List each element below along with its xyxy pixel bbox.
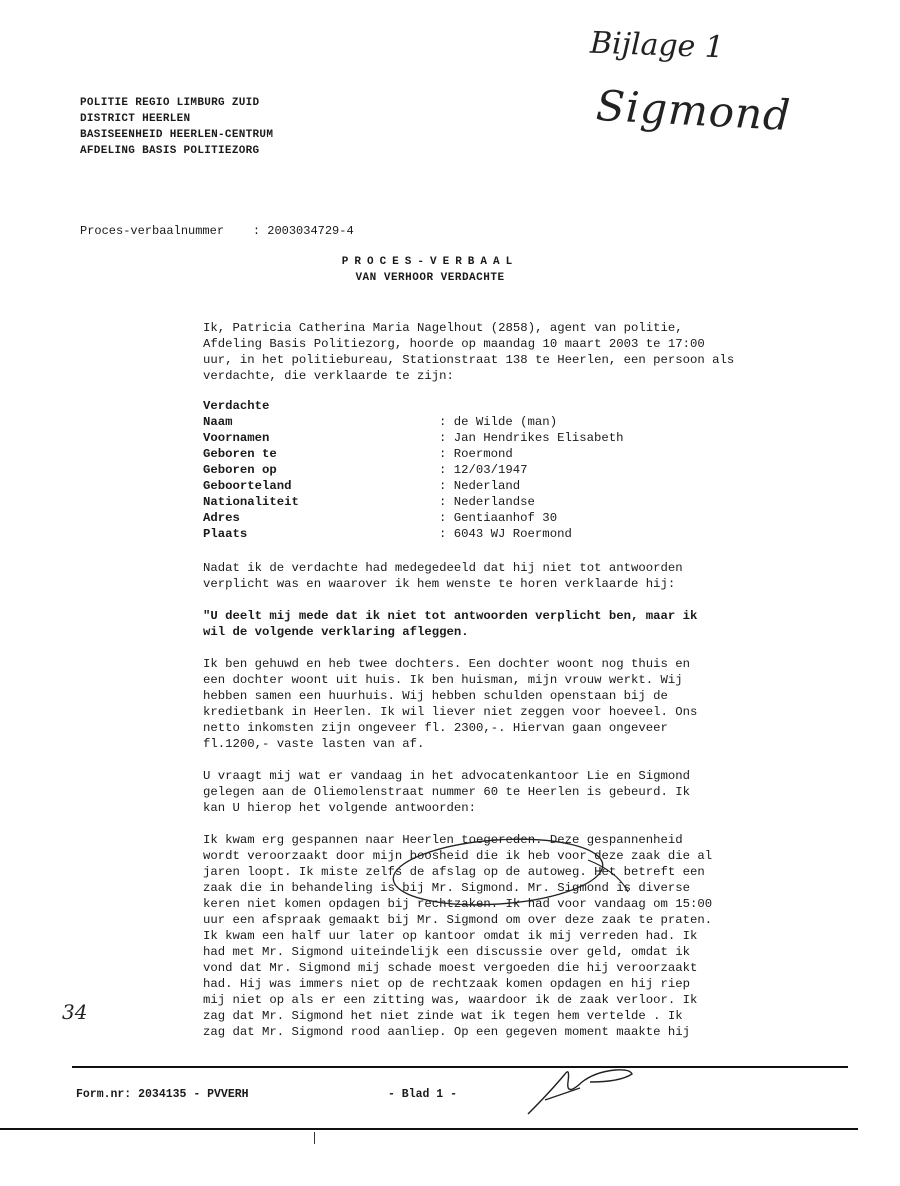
- field-label: Nationaliteit: [203, 495, 299, 509]
- suspect-heading: Verdachte: [203, 399, 270, 413]
- text-line: Nadat ik de verdachte had medegedeeld dat hij niet tot antwoorden: [203, 561, 683, 575]
- case-number-value: 2003034729-4: [267, 224, 354, 238]
- case-number-line: [80, 224, 354, 238]
- handwritten-annex-label: Bijlage 1: [589, 25, 725, 66]
- suspect-field: [203, 430, 803, 446]
- field-label: Adres: [203, 511, 240, 525]
- field-value: : Gentiaanhof 30: [439, 511, 558, 525]
- text-line: hebben samen een huurhuis. Wij hebben schulden openstaan bij de: [203, 689, 668, 703]
- statement-opening: [203, 608, 823, 640]
- text-line: zag dat Mr. Sigmond het niet zinde wat ik tegen hem vertelde . Ik: [203, 1009, 683, 1023]
- field-value: : 12/03/1947: [439, 463, 528, 477]
- field-value: : Roermond: [439, 447, 513, 461]
- footer-divider: [72, 1066, 848, 1068]
- text-line: wil de volgende verklaring afleggen.: [203, 625, 469, 639]
- text-line: had. Hij was immers niet op de rechtzaak komen opdagen en hij riep: [203, 977, 691, 991]
- form-number: Form.nr: 2034135 - PVVERH: [76, 1088, 249, 1101]
- text-line: zag dat Mr. Sigmond rood aanliep. Op een gegeven moment maakte hij: [203, 1025, 691, 1039]
- text-line: uur een afspraak gemaakt bij Mr. Sigmond om over deze zaak te praten.: [203, 913, 713, 927]
- page-label: - Blad 1 -: [388, 1088, 458, 1101]
- question-paragraph: [203, 768, 823, 816]
- field-value: : de Wilde (man): [439, 415, 558, 429]
- field-label: Geboren op: [203, 463, 277, 477]
- text-line: fl.1200,- vaste lasten van af.: [203, 737, 425, 751]
- text-line: verplicht was en waarover ik hem wenste te horen verklaarde hij:: [203, 577, 676, 591]
- handwritten-circle-mark: [388, 822, 638, 932]
- case-number-separator: :: [252, 224, 261, 238]
- personal-situation-paragraph: [203, 656, 823, 752]
- field-label: Geboorteland: [203, 479, 292, 493]
- field-label: Voornamen: [203, 431, 270, 445]
- text-line: een dochter woont uit huis. Ik ben huisman, mijn vrouw werkt. Wij: [203, 673, 683, 687]
- department-line: AFDELING BASIS POLITIEZORG: [80, 145, 260, 157]
- department-line: DISTRICT HEERLEN: [80, 113, 191, 125]
- text-line: Ik ben gehuwd en heb twee dochters. Een dochter woont nog thuis en: [203, 657, 691, 671]
- text-line: jaren loopt. Ik miste zelfs de afslag op de autoweg. Het betreft een: [203, 865, 705, 879]
- police-department-block: [80, 95, 273, 159]
- department-line: BASISEENHEID HEERLEN-CENTRUM: [80, 129, 274, 141]
- text-line: wordt veroorzaakt door mijn boosheid die ik heb voor deze zaak die al: [203, 849, 713, 863]
- field-value: : Jan Hendrikes Elisabeth: [439, 431, 624, 445]
- caution-paragraph: [203, 560, 823, 592]
- suspect-details: [203, 398, 803, 542]
- suspect-field: [203, 526, 803, 542]
- handwritten-name: Sigmond: [594, 80, 793, 141]
- field-label: Geboren te: [203, 447, 277, 461]
- text-line: "U deelt mij mede dat ik niet tot antwoorden verplicht ben, maar ik: [203, 609, 698, 623]
- text-line: zaak die in behandeling is bij Mr. Sigmond. Mr. Sigmond is diverse: [203, 881, 691, 895]
- text-line: Afdeling Basis Politiezorg, hoorde op maandag 10 maart 2003 te 17:00: [203, 337, 705, 351]
- suspect-field: [203, 414, 803, 430]
- field-label: Naam: [203, 415, 233, 429]
- text-line: had met Mr. Sigmond uiteindelijk een discussie over geld, omdat ik: [203, 945, 691, 959]
- text-line: vond dat Mr. Sigmond mij schade moest vergoeden die hij veroorzaakt: [203, 961, 698, 975]
- page-tick-mark: [314, 1132, 315, 1144]
- text-line: mij niet op als er een zitting was, waardoor ik de zaak verloor. Ik: [203, 993, 698, 1007]
- field-value: : Nederland: [439, 479, 521, 493]
- suspect-field: [203, 478, 803, 494]
- text-line: kredietbank in Heerlen. Ik wil liever niet zeggen voor hoeveel. Ons: [203, 705, 698, 719]
- page-bottom-rule: [0, 1128, 858, 1130]
- field-label: Plaats: [203, 527, 248, 541]
- department-line: POLITIE REGIO LIMBURG ZUID: [80, 97, 260, 109]
- suspect-field: [203, 510, 803, 526]
- document-title: PROCES-VERBAAL: [341, 256, 519, 268]
- text-line: keren niet komen opdagen bij rechtzaken. Ik had voor vandaag om 15:00: [203, 897, 713, 911]
- document-subtitle: VAN VERHOOR VERDACHTE: [355, 272, 505, 284]
- text-line: kan U hierop het volgende antwoorden:: [203, 801, 477, 815]
- text-line: U vraagt mij wat er vandaag in het advocatenkantoor Lie en Sigmond: [203, 769, 691, 783]
- suspect-field: [203, 446, 803, 462]
- field-value: : Nederlandse: [439, 495, 535, 509]
- text-line: gelegen aan de Oliemolenstraat nummer 60 te Heerlen is gebeurd. Ik: [203, 785, 691, 799]
- text-line: Ik kwam erg gespannen naar Heerlen toegereden. Deze gespannenheid: [203, 833, 683, 847]
- text-line: netto inkomsten zijn ongeveer fl. 2300,-. Hiervan gaan ongeveer: [203, 721, 668, 735]
- suspect-field: [203, 462, 803, 478]
- officer-signature: [520, 1052, 640, 1122]
- field-value: : 6043 WJ Roermond: [439, 527, 572, 541]
- margin-page-note: 34: [62, 1000, 88, 1024]
- text-line: uur, in het politiebureau, Stationstraat 138 te Heerlen, een persoon als: [203, 353, 735, 367]
- text-line: verdachte, die verklaarde te zijn:: [203, 369, 454, 383]
- intro-paragraph: [203, 320, 823, 384]
- text-line: Ik, Patricia Catherina Maria Nagelhout (2858), agent van politie,: [203, 321, 683, 335]
- case-number-label: Proces-verbaalnummer: [80, 224, 225, 238]
- suspect-field: [203, 494, 803, 510]
- text-line: Ik kwam een half uur later op kantoor omdat ik mij verreden had. Ik: [203, 929, 698, 943]
